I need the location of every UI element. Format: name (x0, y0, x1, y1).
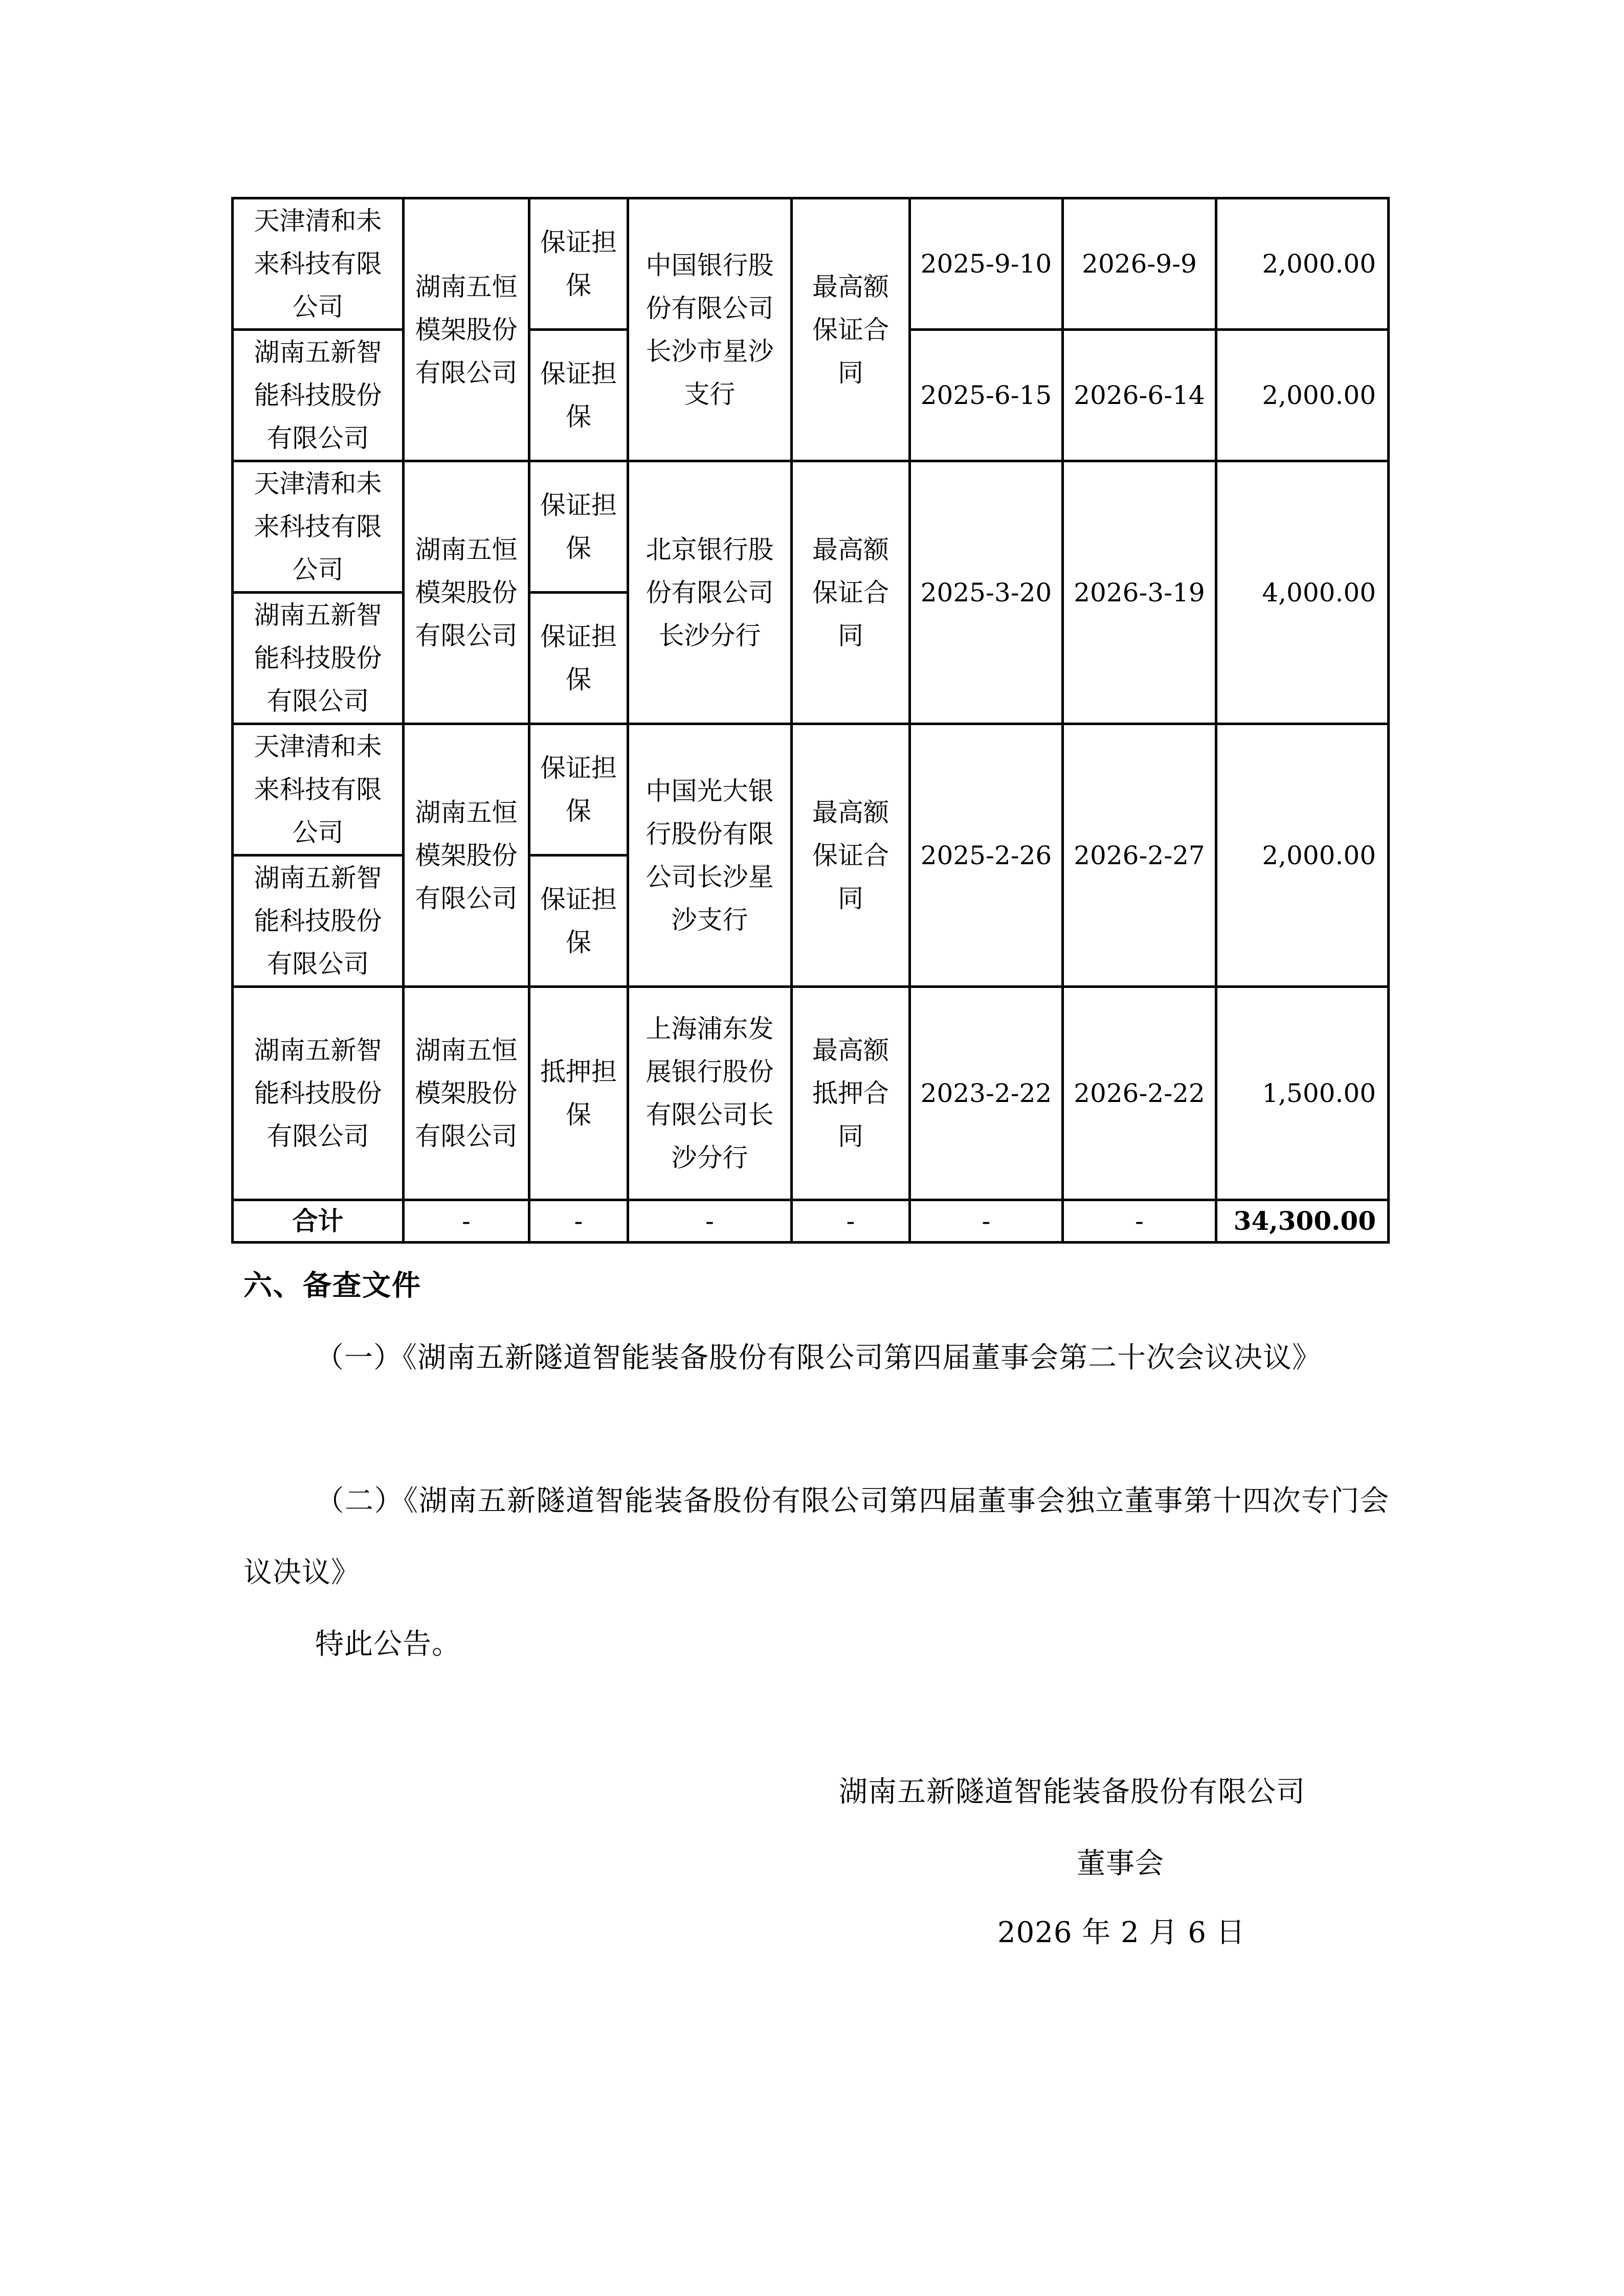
start-date-cell: 2025-2-26 (910, 724, 1063, 987)
bank-cell: 北京银行股份有限公司长沙分行 (628, 461, 792, 724)
contract-type-cell: 最高额保证合同 (792, 724, 910, 987)
signature-company: 湖南五新隧道智能装备股份有限公司 (839, 1775, 1305, 1809)
guarantee-type-cell: 保证担保 (529, 593, 628, 724)
total-dash: - (404, 1200, 529, 1243)
bank-cell: 中国光大银行股份有限公司长沙星沙支行 (628, 724, 792, 987)
closing-statement (243, 1609, 1389, 1680)
guarantor-cell: 湖南五恒模架股份有限公司 (404, 724, 529, 987)
amount-cell: 1,500.00 (1216, 987, 1389, 1200)
bank-cell: 中国银行股份有限公司长沙市星沙支行 (628, 198, 792, 461)
section-heading: 六、备查文件 (243, 1269, 421, 1302)
total-dash: - (529, 1200, 628, 1243)
contract-type-cell: 最高额抵押合同 (792, 987, 910, 1200)
amount-cell: 2,000.00 (1216, 330, 1389, 461)
start-date-cell: 2025-3-20 (910, 461, 1063, 724)
reference-document-2 (243, 1466, 1389, 1609)
total-dash: - (1063, 1200, 1216, 1243)
total-amount: 34,300.00 (1216, 1200, 1389, 1243)
table-row (233, 724, 1389, 856)
table-row (233, 987, 1389, 1200)
reference-document-1-text: （一）《湖南五新隧道智能装备股份有限公司第四届董事会第二十次会议决议》 (315, 1341, 1321, 1375)
guarantee-type-cell: 保证担保 (529, 198, 628, 330)
guarantee-type-cell: 保证担保 (529, 724, 628, 856)
amount-cell: 2,000.00 (1216, 724, 1389, 987)
guaranteed-party-cell: 湖南五新智能科技股份有限公司 (233, 593, 404, 724)
reference-document-2-text: （二）《湖南五新隧道智能装备股份有限公司第四届董事会独立董事第十四次专门会议决议》 (243, 1484, 1389, 1589)
guarantor-cell: 湖南五恒模架股份有限公司 (404, 461, 529, 724)
guarantee-type-cell: 抵押担保 (529, 987, 628, 1200)
guaranteed-party-cell: 湖南五新智能科技股份有限公司 (233, 330, 404, 461)
start-date-cell: 2023-2-22 (910, 987, 1063, 1200)
amount-cell: 4,000.00 (1216, 461, 1389, 724)
signature-date: 2026 年 2 月 6 日 (997, 1916, 1245, 1949)
guarantee-type-cell: 保证担保 (529, 856, 628, 987)
guarantee-type-cell: 保证担保 (529, 330, 628, 461)
guarantee-table (231, 197, 1390, 1244)
guaranteed-party-cell: 湖南五新智能科技股份有限公司 (233, 856, 404, 987)
table-row (233, 198, 1389, 330)
guarantor-cell: 湖南五恒模架股份有限公司 (404, 987, 529, 1200)
guaranteed-party-cell: 湖南五新智能科技股份有限公司 (233, 987, 404, 1200)
reference-document-1 (243, 1322, 1389, 1394)
end-date-cell: 2026-2-22 (1063, 987, 1216, 1200)
end-date-cell: 2026-3-19 (1063, 461, 1216, 724)
bank-cell: 上海浦东发展银行股份有限公司长沙分行 (628, 987, 792, 1200)
closing-text: 特此公告。 (315, 1628, 461, 1661)
guaranteed-party-cell: 天津清和未来科技有限公司 (233, 724, 404, 856)
table-row (233, 461, 1389, 593)
total-dash: - (792, 1200, 910, 1243)
guarantor-cell: 湖南五恒模架股份有限公司 (404, 198, 529, 461)
end-date-cell: 2026-9-9 (1063, 198, 1216, 330)
start-date-cell: 2025-9-10 (910, 198, 1063, 330)
end-date-cell: 2026-2-27 (1063, 724, 1216, 987)
start-date-cell: 2025-6-15 (910, 330, 1063, 461)
total-dash: - (910, 1200, 1063, 1243)
guarantee-type-cell: 保证担保 (529, 461, 628, 593)
contract-type-cell: 最高额保证合同 (792, 461, 910, 724)
amount-cell: 2,000.00 (1216, 198, 1389, 330)
contract-type-cell: 最高额保证合同 (792, 198, 910, 461)
guaranteed-party-cell: 天津清和未来科技有限公司 (233, 198, 404, 330)
total-dash: - (628, 1200, 792, 1243)
total-row (233, 1200, 1389, 1243)
guaranteed-party-cell: 天津清和未来科技有限公司 (233, 461, 404, 593)
signature-board: 董事会 (1077, 1847, 1164, 1880)
end-date-cell: 2026-6-14 (1063, 330, 1216, 461)
total-label: 合计 (233, 1200, 404, 1243)
